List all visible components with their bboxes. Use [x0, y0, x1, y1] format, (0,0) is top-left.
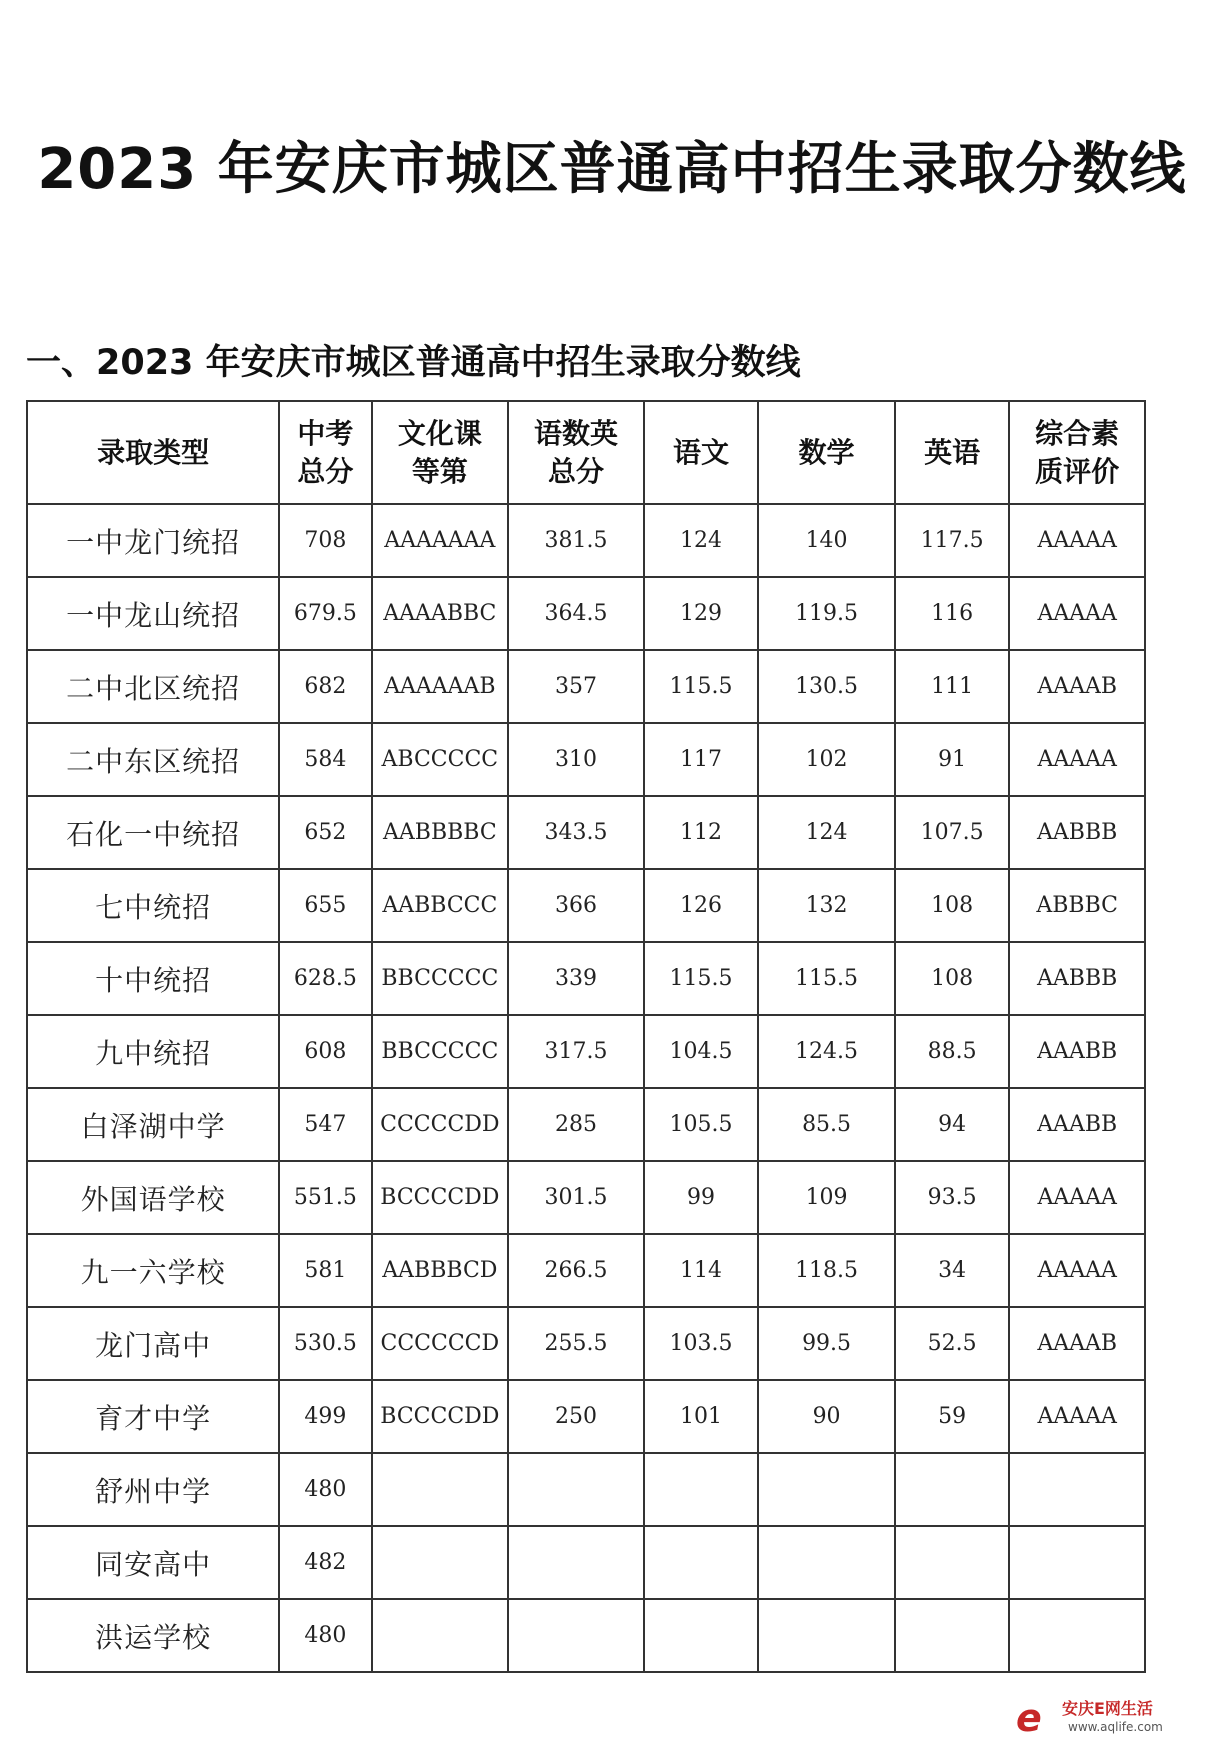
cell-admission-type: 一中龙山统招 — [27, 577, 279, 650]
table-body — [27, 504, 1145, 1672]
cell-admission-type: 九一六学校 — [27, 1234, 279, 1307]
cell-math: 85.5 — [758, 1088, 895, 1161]
cell-exam-total: 584 — [279, 723, 371, 796]
cell-exam-total: 652 — [279, 796, 371, 869]
cell-cme-total: 343.5 — [508, 796, 644, 869]
cell-english: 34 — [895, 1234, 1009, 1307]
cell-chinese — [644, 1599, 758, 1672]
cell-chinese: 112 — [644, 796, 758, 869]
header-chinese: 语文 — [644, 401, 758, 504]
cell-chinese: 114 — [644, 1234, 758, 1307]
watermark-site-name: 安庆E网生活 — [1062, 1699, 1153, 1718]
cell-admission-type: 白泽湖中学 — [27, 1088, 279, 1161]
cell-chinese: 103.5 — [644, 1307, 758, 1380]
cell-exam-total: 655 — [279, 869, 371, 942]
cell-math: 124.5 — [758, 1015, 895, 1088]
cell-chinese: 115.5 — [644, 650, 758, 723]
cell-cme-total: 366 — [508, 869, 644, 942]
cell-cme-total: 364.5 — [508, 577, 644, 650]
cell-comprehensive-evaluation — [1009, 1453, 1145, 1526]
table-row — [27, 1088, 1145, 1161]
header-culture-grade: 文化课 等第 — [372, 401, 509, 504]
table-header-row — [27, 401, 1145, 504]
cell-math — [758, 1526, 895, 1599]
cell-math: 90 — [758, 1380, 895, 1453]
cell-culture-grade: AAAAAAA — [372, 504, 509, 577]
cell-cme-total: 301.5 — [508, 1161, 644, 1234]
cell-culture-grade: AAAAAAB — [372, 650, 509, 723]
cell-exam-total: 482 — [279, 1526, 371, 1599]
cell-exam-total: 480 — [279, 1453, 371, 1526]
cell-cme-total: 266.5 — [508, 1234, 644, 1307]
cell-chinese: 117 — [644, 723, 758, 796]
cell-comprehensive-evaluation: AAAAB — [1009, 650, 1145, 723]
cell-comprehensive-evaluation: AAAAA — [1009, 1380, 1145, 1453]
cell-admission-type: 外国语学校 — [27, 1161, 279, 1234]
table-row — [27, 1307, 1145, 1380]
table-row — [27, 1599, 1145, 1672]
cell-comprehensive-evaluation: AAAAA — [1009, 723, 1145, 796]
cell-admission-type: 同安高中 — [27, 1526, 279, 1599]
cell-english — [895, 1526, 1009, 1599]
cell-culture-grade: BCCCCDD — [372, 1161, 509, 1234]
cell-comprehensive-evaluation: AAAAB — [1009, 1307, 1145, 1380]
cell-exam-total: 480 — [279, 1599, 371, 1672]
cell-chinese — [644, 1453, 758, 1526]
header-english: 英语 — [895, 401, 1009, 504]
cell-cme-total: 250 — [508, 1380, 644, 1453]
cell-exam-total: 581 — [279, 1234, 371, 1307]
cell-english: 116 — [895, 577, 1009, 650]
cell-exam-total: 530.5 — [279, 1307, 371, 1380]
cell-chinese: 105.5 — [644, 1088, 758, 1161]
cell-math: 132 — [758, 869, 895, 942]
cell-chinese: 124 — [644, 504, 758, 577]
cell-exam-total: 628.5 — [279, 942, 371, 1015]
table-row — [27, 1015, 1145, 1088]
cell-math: 140 — [758, 504, 895, 577]
cell-admission-type: 七中统招 — [27, 869, 279, 942]
cell-english: 52.5 — [895, 1307, 1009, 1380]
cell-culture-grade: AABBBBC — [372, 796, 509, 869]
cell-math: 124 — [758, 796, 895, 869]
cell-comprehensive-evaluation: AAAAA — [1009, 1161, 1145, 1234]
cell-chinese: 115.5 — [644, 942, 758, 1015]
table-row — [27, 796, 1145, 869]
cell-culture-grade: BCCCCDD — [372, 1380, 509, 1453]
cell-english: 111 — [895, 650, 1009, 723]
table-row — [27, 650, 1145, 723]
cell-cme-total — [508, 1599, 644, 1672]
cell-culture-grade: AAAABBC — [372, 577, 509, 650]
cell-culture-grade: AABBCCC — [372, 869, 509, 942]
cell-exam-total: 608 — [279, 1015, 371, 1088]
cell-math — [758, 1453, 895, 1526]
cell-admission-type: 一中龙门统招 — [27, 504, 279, 577]
table-row — [27, 1380, 1145, 1453]
cell-exam-total: 547 — [279, 1088, 371, 1161]
header-admission-type: 录取类型 — [27, 401, 279, 504]
page-title: 2023 年安庆市城区普通高中招生录取分数线 — [37, 137, 1187, 202]
cell-culture-grade — [372, 1453, 509, 1526]
cell-comprehensive-evaluation: AAAAA — [1009, 1234, 1145, 1307]
cell-math — [758, 1599, 895, 1672]
cell-math: 130.5 — [758, 650, 895, 723]
watermark-url: www.aqlife.com — [1068, 1720, 1163, 1734]
cell-cme-total: 357 — [508, 650, 644, 723]
cell-english: 108 — [895, 869, 1009, 942]
cell-admission-type: 洪运学校 — [27, 1599, 279, 1672]
cell-english: 93.5 — [895, 1161, 1009, 1234]
cell-comprehensive-evaluation: AABBB — [1009, 796, 1145, 869]
cell-comprehensive-evaluation: AAABB — [1009, 1015, 1145, 1088]
cell-culture-grade — [372, 1526, 509, 1599]
cell-comprehensive-evaluation: AABBB — [1009, 942, 1145, 1015]
cell-culture-grade: BBCCCCC — [372, 942, 509, 1015]
table-row — [27, 577, 1145, 650]
cell-chinese: 129 — [644, 577, 758, 650]
cell-cme-total — [508, 1453, 644, 1526]
cell-chinese: 104.5 — [644, 1015, 758, 1088]
cell-exam-total: 499 — [279, 1380, 371, 1453]
header-cme-total: 语数英 总分 — [508, 401, 644, 504]
cell-exam-total: 551.5 — [279, 1161, 371, 1234]
cell-math: 99.5 — [758, 1307, 895, 1380]
table-row — [27, 723, 1145, 796]
cell-english: 94 — [895, 1088, 1009, 1161]
header-exam-total: 中考 总分 — [279, 401, 371, 504]
table-row — [27, 942, 1145, 1015]
table-row — [27, 1161, 1145, 1234]
cell-comprehensive-evaluation: ABBBC — [1009, 869, 1145, 942]
cell-chinese: 126 — [644, 869, 758, 942]
cell-admission-type: 舒州中学 — [27, 1453, 279, 1526]
cell-math: 118.5 — [758, 1234, 895, 1307]
cell-math: 109 — [758, 1161, 895, 1234]
cell-comprehensive-evaluation: AAABB — [1009, 1088, 1145, 1161]
cell-cme-total: 310 — [508, 723, 644, 796]
cell-admission-type: 龙门高中 — [27, 1307, 279, 1380]
cell-admission-type: 九中统招 — [27, 1015, 279, 1088]
cell-chinese: 101 — [644, 1380, 758, 1453]
table-row — [27, 1526, 1145, 1599]
cell-comprehensive-evaluation — [1009, 1526, 1145, 1599]
cell-cme-total: 317.5 — [508, 1015, 644, 1088]
watermark — [1016, 1696, 1216, 1740]
cell-cme-total: 285 — [508, 1088, 644, 1161]
cell-english: 117.5 — [895, 504, 1009, 577]
header-comprehensive-evaluation: 综合素 质评价 — [1009, 401, 1145, 504]
table-row — [27, 1234, 1145, 1307]
cell-english: 59 — [895, 1380, 1009, 1453]
cell-admission-type: 十中统招 — [27, 942, 279, 1015]
cell-cme-total: 381.5 — [508, 504, 644, 577]
cell-culture-grade: CCCCCCD — [372, 1307, 509, 1380]
e-logo-icon: e — [1016, 1696, 1042, 1740]
table-row — [27, 1453, 1145, 1526]
cell-english — [895, 1453, 1009, 1526]
cell-chinese: 99 — [644, 1161, 758, 1234]
cell-exam-total: 708 — [279, 504, 371, 577]
cell-comprehensive-evaluation — [1009, 1599, 1145, 1672]
section-heading: 一、2023 年安庆市城区普通高中招生录取分数线 — [26, 343, 801, 383]
cell-exam-total: 682 — [279, 650, 371, 723]
cell-admission-type: 育才中学 — [27, 1380, 279, 1453]
cell-english: 91 — [895, 723, 1009, 796]
cell-english: 107.5 — [895, 796, 1009, 869]
table-row — [27, 504, 1145, 577]
cell-cme-total: 255.5 — [508, 1307, 644, 1380]
header-math: 数学 — [758, 401, 895, 504]
cell-math: 119.5 — [758, 577, 895, 650]
cell-math: 115.5 — [758, 942, 895, 1015]
cell-english: 108 — [895, 942, 1009, 1015]
cell-english: 88.5 — [895, 1015, 1009, 1088]
cell-admission-type: 二中东区统招 — [27, 723, 279, 796]
cell-cme-total — [508, 1526, 644, 1599]
cell-culture-grade: ABCCCCC — [372, 723, 509, 796]
cell-chinese — [644, 1526, 758, 1599]
cell-math: 102 — [758, 723, 895, 796]
cell-culture-grade: AABBBCD — [372, 1234, 509, 1307]
cell-admission-type: 石化一中统招 — [27, 796, 279, 869]
admission-score-table — [26, 400, 1146, 1673]
cell-culture-grade: CCCCCDD — [372, 1088, 509, 1161]
cell-comprehensive-evaluation: AAAAA — [1009, 577, 1145, 650]
cell-english — [895, 1599, 1009, 1672]
cell-cme-total: 339 — [508, 942, 644, 1015]
cell-exam-total: 679.5 — [279, 577, 371, 650]
cell-culture-grade: BBCCCCC — [372, 1015, 509, 1088]
cell-comprehensive-evaluation: AAAAA — [1009, 504, 1145, 577]
cell-culture-grade — [372, 1599, 509, 1672]
cell-admission-type: 二中北区统招 — [27, 650, 279, 723]
table-row — [27, 869, 1145, 942]
